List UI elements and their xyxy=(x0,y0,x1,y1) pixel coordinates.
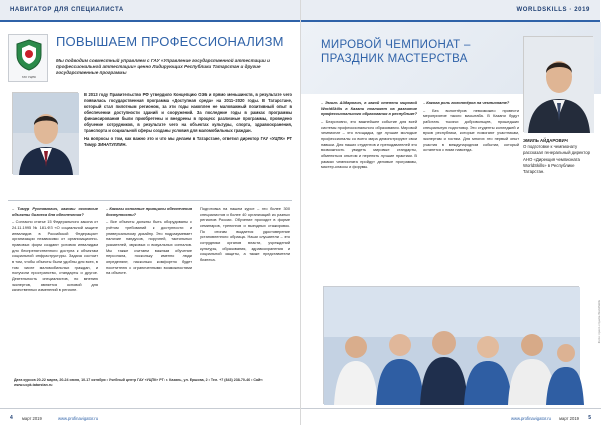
section-title-left: НАВИГАТОР ДЛЯ СПЕЦИАЛИСТА xyxy=(10,7,124,13)
page-footer-right xyxy=(301,408,601,425)
interviewee-portrait xyxy=(523,36,593,132)
person-photo-icon xyxy=(13,93,79,175)
section-band-right xyxy=(301,0,600,22)
text-column-1 xyxy=(12,206,98,295)
director-portrait xyxy=(12,92,78,174)
photo-credit: Фото: пресс-служба WorldSkills xyxy=(597,300,601,344)
interview-answer: – Все объекты должны быть оборудованы с учётом требований к доступности и универсальному дизайну. Это подразумевает наличие пандусов, поручней, тактильных указателей, звуковых и визуальных сигналов. Мы также считаем важным обучение персонала, поскольку именно люди определяют, насколько комфортно будет посетителю с ограниченными возможностями на объекте. xyxy=(106,219,192,276)
intro-paragraph: В 2013 году Правительство РФ утвердило Концепцию ОЭБ и прямо меньшинств, в результате чего появилась государственная программа «Доступная среда» на 2011–2020 годы. В Татарстане, который стал пилотным регионом, за эти годы накоплен не маловажный позитивный опыт в обеспечении доступности зданий и сооружений. За последние годы в рамках программы финансирования были приобретены и внедрены в процесс различные программы, проведено обучение сотрудников, в результате чего на объектах культуры, спорта, здравоохранения, транспорта и социальной сферы созданы условия для маломобильных граждан. xyxy=(84,92,292,133)
right-page xyxy=(300,0,600,425)
interview-answer: Подготовка на нашем курсе – это более 300 специалистов и более 40 организаций из разных регионов России. Обучение проходит в форме семинаров, тренингов и выездных стажировок. По итогам выдается удостоверение установленного образца. Наши слушатели – это сотрудники органов власти, учреждений культуры, образования, здравоохранения и социальной защиты, а также представители бизнеса. xyxy=(200,206,290,262)
text-column-3 xyxy=(200,206,290,265)
article-headline-right xyxy=(321,38,501,67)
page-number: 4 xyxy=(10,415,13,421)
interview-answer: – Безусловно, это важнейшее событие для всей системы профессионального образования. Мировой чемпионат – это площадка, где лучшие молодые профессионалы со всего мира демонстрируют свои навыки. Для наших студентов и преподавателей это возможность увидеть мировые стандарты, обменяться опытом и перенять лучшие практики. В рамках чемпионата пройдут деловые программы, мастер-классы и форумы. xyxy=(321,118,417,170)
interview-question: – Эмиль Айдарович, в какой степени мировой WorldSkills в Казани повлияет на развитие профессионального образования в республике? xyxy=(321,100,417,117)
interviewee-caption xyxy=(523,138,593,175)
interview-question: – Каковы основные принципы обеспечения доступности? xyxy=(106,206,192,217)
interviewee-description: О подготовке к чемпионату рассказал генеральный директор АНО «Дирекция чемпионата WorldSkills» в Республике Татарстан. xyxy=(523,144,590,175)
divider xyxy=(8,200,292,201)
group-photo-icon xyxy=(324,287,580,405)
contact-info: Дата курсов 20-22 марта, 20-24 июня, 10-17 октября • Учебный центр ГАУ «УЦПК» РТ: г. Казань, ул. Ершова, 2 • Тел. +7 (843) 238-70-46 • Сайт: www.ucpk.tatarstan.ru xyxy=(14,378,264,388)
issue-date: март 2019 xyxy=(559,415,579,421)
text-column-r1 xyxy=(321,100,417,172)
interview-answer: – Согласно статье 15 Федерального закона от 24.11.1995 № 181-ФЗ «О социальной защите инвалидов в Российской Федерации» организации независимо от организационно-правовых форм создают условия инвалидам для беспрепятственного доступа к объектам социальной инфраструктуры. Задача состоит в том, чтобы объекты были удобны для всех, в том числе маломобильных граждан, и получили пространство, стандарты и другое. Деятельность специалистов, по мнению экспертов, является основой для качественных изменений в регионе. xyxy=(12,219,98,293)
interview-answer: – Без волонтёров невозможно провести мероприятие такого масштаба. В Казани будут работать тысячи добровольцев, прошедших специальную подготовку. Это студенты колледжей и вузов республики, которые помогают участникам, экспертам и гостям. Для многих это первый опыт участия в международном событии, который останется с ними навсегда. xyxy=(423,107,519,153)
website-link[interactable]: www.profinavigator.ru xyxy=(510,415,551,421)
page-footer-left xyxy=(0,408,300,425)
intro-paragraph-2: На вопросы о том, как важно это и что мы делаем в Татарстане, ответил директор ГАУ «УЦПК» РТ Тимур ЗИНАТУЛЛИН. xyxy=(84,136,292,148)
interviewee-name: ЭМИЛЬ АЙДАРОВИЧ xyxy=(523,138,568,143)
left-page xyxy=(0,0,300,425)
article-headline-left: ПОВЫШАЕМ ПРОФЕССИОНАЛИЗМ xyxy=(56,34,284,49)
headline-line-1: МИРОВОЙ ЧЕМПИОНАТ – xyxy=(321,39,471,51)
section-title-right: WORLDSKILLS · 2019 xyxy=(516,7,590,13)
logo-caption: ГАУ УЦПК xyxy=(21,74,37,79)
person-photo-icon xyxy=(524,37,594,133)
interview-question: – Тимур Рустамович, каковы основные объекты бизнеса для обеспечения? xyxy=(12,206,98,217)
text-column-r2 xyxy=(423,100,519,155)
issue-date: март 2019 xyxy=(22,415,42,421)
organization-logo xyxy=(8,34,48,82)
group-photo xyxy=(323,286,579,404)
page-number: 5 xyxy=(588,415,591,421)
interview-question: – Какова роль волонтёров на чемпионате? xyxy=(423,100,510,105)
text-column-2 xyxy=(106,206,192,278)
headline-line-2: ПРАЗДНИК МАСТЕРСТВА xyxy=(321,53,468,66)
shield-icon xyxy=(15,39,43,71)
article-intro-left xyxy=(84,92,292,148)
section-band-left xyxy=(0,0,300,22)
article-lead-left: Мы подводим совместный управляем с ГАУ «Управление государственной аттестации и профессиональной аттестации» ценно Лидирующих Республики Татарстан и другие государственные программы xyxy=(56,58,270,76)
website-link[interactable]: www.profinavigator.ru xyxy=(58,415,99,421)
